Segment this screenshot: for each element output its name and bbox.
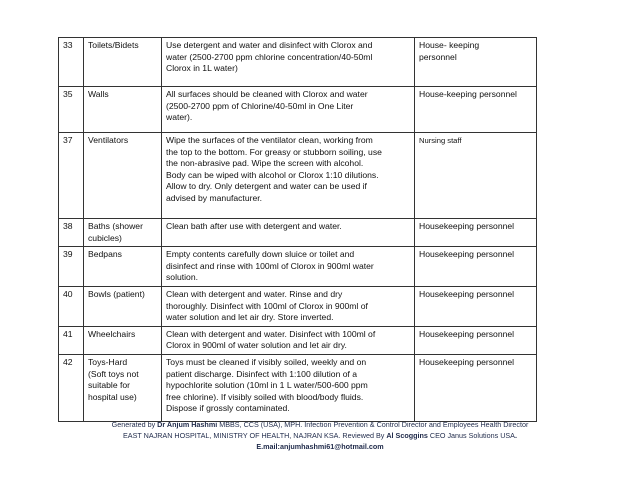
table-row [59,354,537,421]
cleaning-procedure: Wipe the surfaces of the ventilator clean, working from the top to the bottom. For greasy or stubborn soiling, use the non-abrasive pad. Wipe the screen with alcohol. Body can be wiped with alcohol or Clorox 1:10 dilutions. Allow to dry. Only detergent and water can be used if advised by manufacturer. [162,133,415,219]
responsible-staff: Nursing staff [415,133,537,219]
footer-line-1: Generated by Dr Anjum Hashmi MBBS, CCS (USA), MPH. Infection Prevention & Control Director and Employees Health Director [111,420,529,429]
item-name: Toys-Hard (Soft toys not suitable for hospital use) [84,354,162,421]
item-name: Toilets/Bidets [84,38,162,87]
document-footer [40,419,600,452]
table-row [59,133,537,219]
table-row [59,219,537,247]
cleaning-procedures-table [58,37,537,422]
cleaning-procedure: All surfaces should be cleaned with Clorox and water (2500-2700 ppm of Chlorine/40-50ml in One Liter water). [162,87,415,133]
reviewer-name: Al Scoggins [386,431,428,440]
item-name: Wheelchairs [84,326,162,354]
author-credentials: MBBS, CCS (USA), MPH. Infection Prevention & Control Director and Employees Health Director [217,420,529,429]
responsible-staff: Housekeeping personnel [415,354,537,421]
item-name: Walls [84,87,162,133]
cleaning-procedure: Clean with detergent and water. Disinfect with 100ml of Clorox in 900ml of water solution and let air dry. [162,326,415,354]
table-row [59,326,537,354]
responsible-staff: Housekeeping personnel [415,326,537,354]
row-number: 42 [59,354,84,421]
cleaning-procedure: Toys must be cleaned if visibly soiled, weekly and on patient discharge. Disinfect with 1:100 dilution of a hypochlorite solution (10ml in 1 L water/500-600 ppm free chlorine). If visibly soiled with blood/body fluids. Dispose if grossly contaminated. [162,354,415,421]
item-name: Bedpans [84,247,162,287]
footer-line-2: EAST NAJRAN HOSPITAL, MINISTRY OF HEALTH, NAJRAN KSA. Reviewed By Al Scoggins CEO Janus Solutions USA. [123,431,517,440]
author-email: E.mail:anjumhashmi61@hotmail.com [256,442,384,451]
row-number: 40 [59,286,84,326]
item-name: Ventilators [84,133,162,219]
responsible-staff: Housekeeping personnel [415,286,537,326]
table-row [59,286,537,326]
row-number: 39 [59,247,84,287]
table-row [59,38,537,87]
author-name: Dr Anjum Hashmi [157,420,218,429]
responsible-staff: Housekeeping personnel [415,247,537,287]
item-name: Bowls (patient) [84,286,162,326]
footer-line-3 [40,441,600,452]
table-row [59,87,537,133]
row-number: 38 [59,219,84,247]
cleaning-procedure: Clean with detergent and water. Rinse and dry thoroughly. Disinfect with 100ml of Clorox in 900ml of water solution and let air dry. Store inverted. [162,286,415,326]
cleaning-procedure: Clean bath after use with detergent and water. [162,219,415,247]
cleaning-procedure: Use detergent and water and disinfect with Clorox and water (2500-2700 ppm chlorine concentration/40-50ml Clorox in 1L water) [162,38,415,87]
table-row [59,247,537,287]
responsible-staff: House-keeping personnel [415,87,537,133]
row-number: 35 [59,87,84,133]
row-number: 33 [59,38,84,87]
row-number: 41 [59,326,84,354]
responsible-staff: Housekeeping personnel [415,219,537,247]
item-name: Baths (shower cubicles) [84,219,162,247]
row-number: 37 [59,133,84,219]
cleaning-procedure: Empty contents carefully down sluice or toilet and disinfect and rinse with 100ml of Clorox in 900ml water solution. [162,247,415,287]
responsible-staff: House- keeping personnel [415,38,537,87]
